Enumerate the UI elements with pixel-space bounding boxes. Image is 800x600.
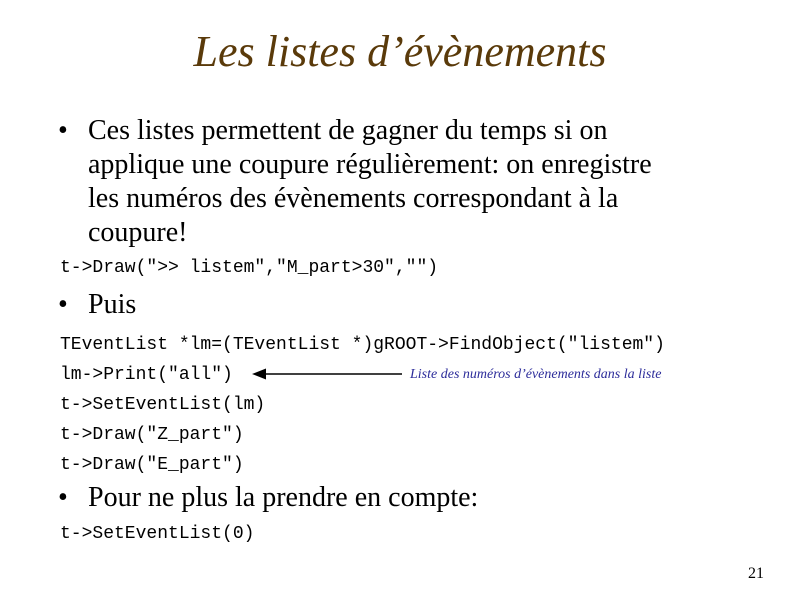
code-line: t->Draw("Z_part") xyxy=(60,425,244,445)
bullet-1-text xyxy=(88,114,652,250)
annotation-text: Liste des numéros d’évènements dans la liste xyxy=(410,367,662,382)
bullet-2-text: Puis xyxy=(88,289,137,320)
bullet-1-line-3: les numéros des évènements correspondant à la xyxy=(88,183,619,214)
bullet-3-text: Pour ne plus la prendre en compte: xyxy=(88,482,479,513)
slide-title: Les listes d’évènements xyxy=(193,27,607,76)
bullet-1-line-4: coupure! xyxy=(88,217,188,248)
code-line: lm->Print("all") xyxy=(60,365,233,385)
bullet-1-marker: • xyxy=(58,115,68,146)
code-block-3 xyxy=(60,523,254,545)
code-line: t->SetEventList(lm) xyxy=(60,395,266,415)
page-number: 21 xyxy=(748,565,764,582)
code-line: t->Draw("E_part") xyxy=(60,455,244,475)
code-line: TEventList *lm=(TEventList *)gROOT->FindObject("listem") xyxy=(60,335,665,355)
code-block-1 xyxy=(60,257,438,279)
code-line: t->SetEventList(0) xyxy=(60,524,255,544)
annotation-arrow-icon xyxy=(250,365,406,383)
code-block-2 xyxy=(60,330,665,480)
bullet-3-marker: • xyxy=(58,482,68,513)
bullet-1-line-2: applique une coupure régulièrement: on enregistre xyxy=(88,149,652,180)
code-line: t->Draw(">> listem","M_part>30","") xyxy=(60,258,439,278)
bullet-2-marker: • xyxy=(58,289,68,320)
bullet-1-line-1: Ces listes permettent de gagner du temps si on xyxy=(88,115,608,146)
